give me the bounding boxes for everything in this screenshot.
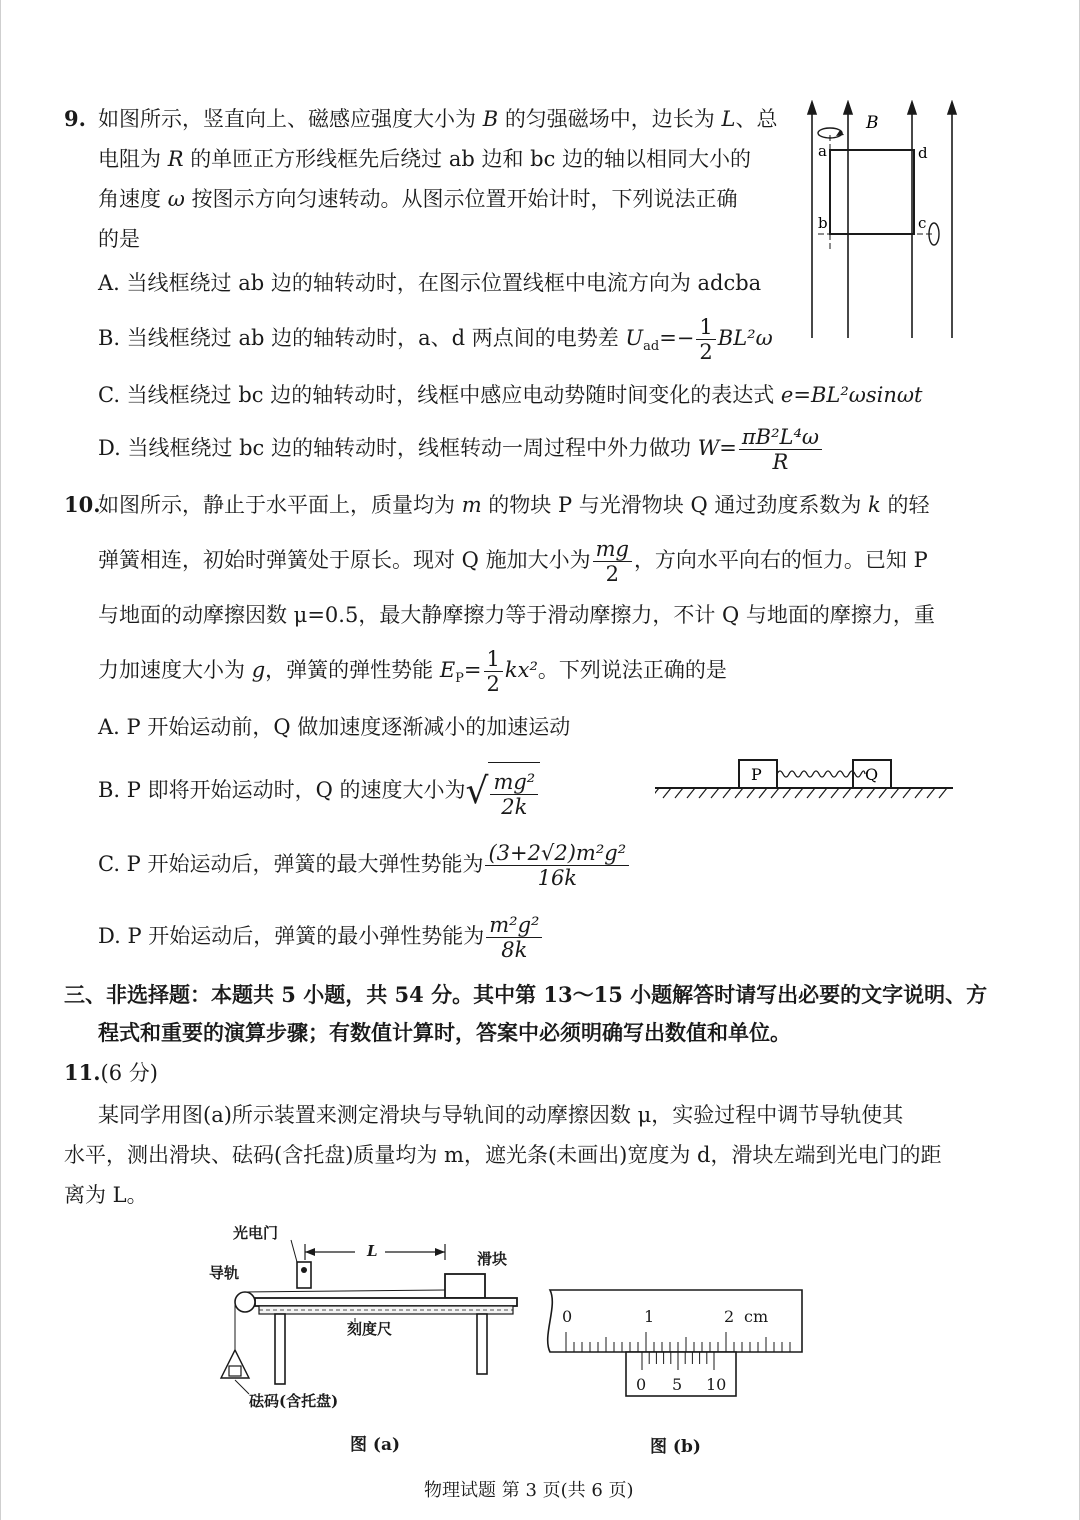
q9-figure-c-label: c — [918, 214, 927, 232]
q10-number: 10. — [64, 492, 101, 517]
q9-option-d: D. 当线框绕过 bc 边的轴转动时，线框转动一周过程中外力做功 W= $\frac{\text{πB²L⁴ω}}{R}$ — [98, 418, 824, 478]
q10-line3: 与地面的动摩擦因数 μ=0.5，最大静摩擦力等于滑动摩擦力，不计 Q 与地面的摩擦力，重 — [98, 603, 935, 627]
q9-option-a: A. 当线框绕过 ab 边的轴转动时，在图示位置线框中电流方向为 adcba — [98, 271, 762, 295]
q9-figure-d-label: d — [918, 144, 928, 162]
block-p-label: P — [751, 765, 762, 784]
q9-figure — [800, 100, 970, 340]
spring — [777, 771, 865, 777]
figure-b-caption: 图 (b) — [650, 1437, 701, 1457]
q9-line3: 角速度 ω 按图示方向匀速转动。从图示位置开始计时，下列说法正确 — [98, 187, 738, 211]
ruler-label: 刻度尺 — [347, 1320, 393, 1338]
weight-label: 砝码(含托盘) — [249, 1392, 339, 1410]
main-scale-0: 0 — [562, 1307, 573, 1326]
vernier-10: 10 — [706, 1375, 727, 1394]
vernier-0: 0 — [636, 1375, 647, 1394]
rail-label: 导轨 — [209, 1264, 240, 1282]
q9-figure-a-label: a — [818, 142, 827, 160]
q11-line2: 水平，测出滑块、砝码(含托盘)质量均为 m，遮光条(未画出)宽度为 d，滑块左端到光电门的距 — [64, 1143, 942, 1167]
left-page-edge — [0, 0, 1, 1520]
q10-option-a: A. P 开始运动前，Q 做加速度逐渐减小的加速运动 — [98, 715, 571, 739]
q10-line2: 弹簧相连，初始时弹簧处于原长。现对 Q 施加大小为 $\frac{mg}{2}$ ，方向水平向右的恒力。已知 P — [98, 537, 928, 586]
q10-option-d: D. P 开始运动后，弹簧的最小弹性势能为 $\frac{\text{m²g²}}{8k}$ — [98, 906, 544, 966]
section3-line2: 程式和重要的演算步骤；有数值计算时，答案中必须明确写出数值和单位。 — [98, 1020, 791, 1045]
photogate — [297, 1262, 311, 1288]
q9-number: 9. — [64, 106, 86, 131]
q9-option-b: B. 当线框绕过 ab 边的轴转动时，a、d 两点间的电势差 $U_{ad}=-$ $\frac{1}{2}$ BL²ω — [98, 315, 773, 364]
figure-a-caption: 图 (a) — [350, 1435, 401, 1455]
q11-heading: 11.(6 分) — [64, 1060, 158, 1085]
main-scale-1: 1 — [644, 1307, 655, 1326]
q9-option-c: C. 当线框绕过 bc 边的轴转动时，线框中感应电动势随时间变化的表达式 e=BL²ωsinωt — [98, 383, 923, 407]
q11-line1: 某同学用图(a)所示装置来测定滑块与导轨间的动摩擦因数 μ，实验过程中调节导轨使其 — [98, 1103, 904, 1127]
rail — [255, 1298, 517, 1306]
q9-figure-b-label: b — [818, 214, 828, 232]
figure-b-vernier-caliper — [532, 1286, 812, 1406]
page-footer: 物理试题 第 3 页(共 6 页) — [424, 1480, 634, 1501]
unit-cm: cm — [744, 1307, 769, 1326]
q10-figure — [655, 752, 955, 802]
slider-block — [445, 1274, 485, 1298]
q10-line4: 力加速度大小为 g，弹簧的弹性势能 $E_P=$ $\frac{1}{2}$ kx²。下列说法正确的是 — [98, 647, 727, 696]
q11-line3: 离为 L。 — [64, 1183, 148, 1207]
q10-option-b: B. P 即将开始运动时，Q 的速度大小为√ $\frac{\text{mg²}}{2k}$ — [98, 760, 540, 823]
section3-line1: 三、非选择题：本题共 5 小题，共 54 分。其中第 13～15 小题解答时请写出必要的文字说明、方 — [64, 982, 988, 1007]
q9-line1: 如图所示，竖直向上、磁感应强度大小为 B 的匀强磁场中，边长为 L、总 — [98, 107, 778, 131]
vernier-5: 5 — [672, 1375, 683, 1394]
main-scale-2: 2 — [724, 1307, 735, 1326]
figure-a-apparatus — [205, 1218, 535, 1418]
pulley — [235, 1292, 255, 1312]
distance-L-label: L — [367, 1242, 378, 1260]
block-q-label: Q — [865, 765, 879, 784]
photogate-label: 光电门 — [233, 1224, 279, 1242]
q10-line1: 如图所示，静止于水平面上，质量均为 m 的物块 P 与光滑物块 Q 通过劲度系数为 k 的轻 — [98, 493, 930, 517]
q9-line4: 的是 — [98, 227, 140, 251]
slider-label: 滑块 — [477, 1250, 508, 1268]
q10-option-c: C. P 开始运动后，弹簧的最大弹性势能为 $\frac{\text{(3+2√2)m²g²}}{16k}$ — [98, 834, 631, 894]
q9-figure-B-label: B — [866, 113, 879, 133]
q9-line2: 电阻为 R 的单匝正方形线框先后绕过 ab 边和 bc 边的轴以相同大小的 — [98, 147, 752, 171]
